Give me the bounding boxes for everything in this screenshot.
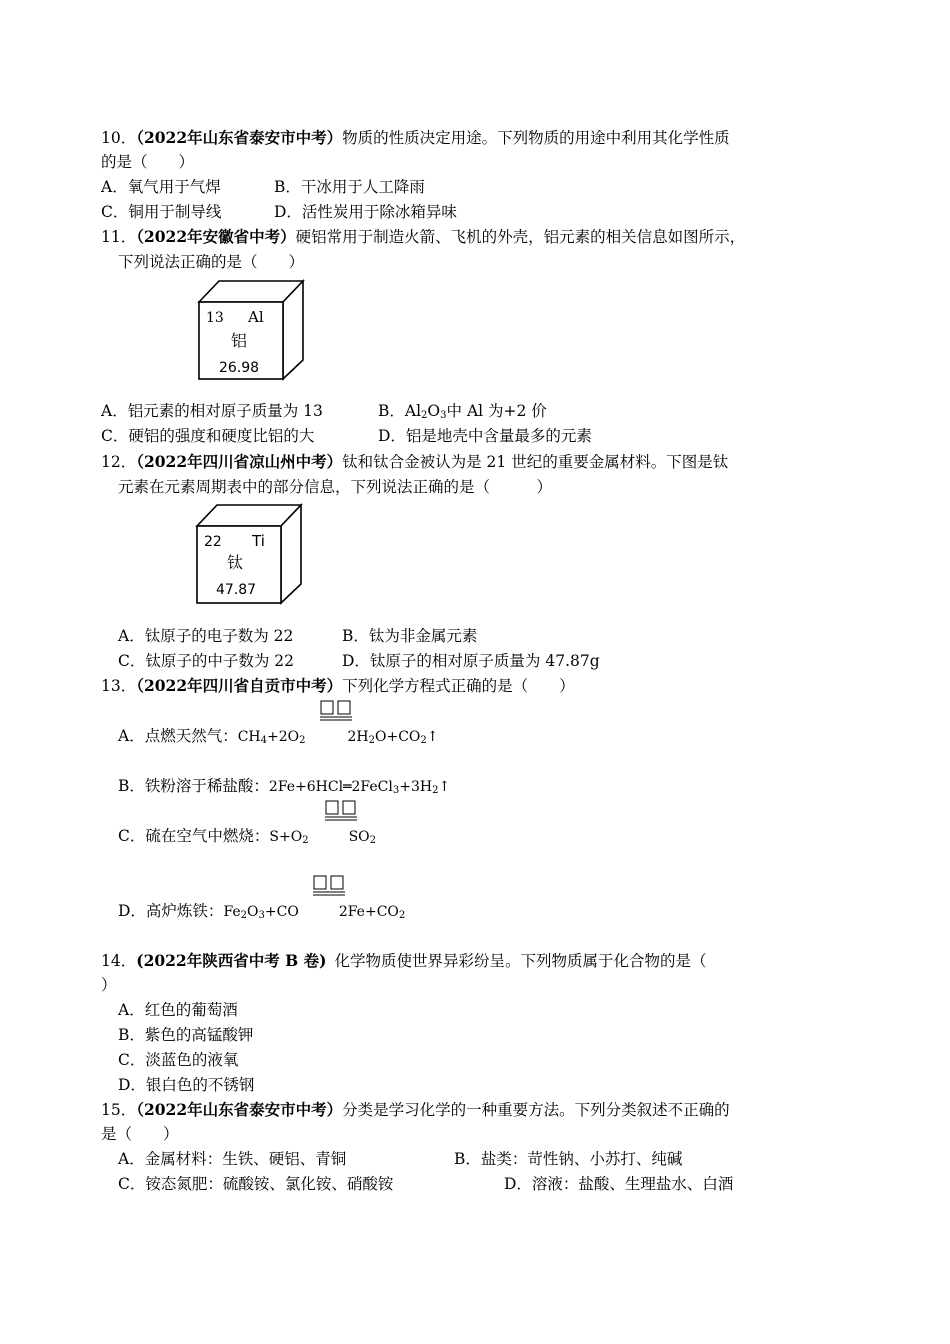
equation-d-products: $2Fe+CO_2$	[338, 904, 406, 921]
reaction-condition-icon	[325, 800, 357, 822]
q11-stem: 硬铝常用于制造火箭、飞机的外壳，铝元素的相关信息如图所示，	[295, 228, 746, 246]
q15-source: （2022年山东省泰安市中考）	[136, 1100, 343, 1119]
subscript-3: 3	[440, 410, 447, 421]
al-name: 铝	[231, 331, 248, 350]
q13-source: （2022年四川省自贡市中考）	[136, 676, 343, 695]
q14-option-a: A．红色的葡萄酒	[118, 1001, 238, 1019]
q15-stem-line1	[101, 1100, 730, 1120]
q10-stem-line2: 的是（ ）	[101, 153, 195, 171]
q14-stem-line1	[101, 951, 706, 971]
equation-c-products: $SO_2$	[348, 829, 377, 846]
q15-option-c: C．铵态氮肥：硫酸铵、氯化铵、硝酸铵	[118, 1175, 394, 1193]
q13-number: 13．	[101, 677, 137, 695]
aluminum-element-card	[196, 278, 308, 382]
q13-option-d-label: D．高炉炼铁：	[118, 902, 224, 920]
q14-stem-line2: ）	[101, 976, 117, 994]
al-symbol: Al	[248, 308, 264, 326]
q14-option-d: D．银白色的不锈钢	[118, 1076, 255, 1094]
q15-option-a: A．金属材料：生铁、硬铝、青铜	[118, 1150, 347, 1168]
q15-stem-line2: 是（ ）	[101, 1125, 179, 1143]
q12-option-b: B．钛为非金属元素	[342, 627, 478, 645]
ti-symbol: Ti	[252, 532, 265, 550]
q13-option-b-label: B．铁粉溶于稀盐酸：	[118, 777, 269, 795]
q12-stem-line1	[101, 452, 728, 472]
q12-option-c: C．钛原子的中子数为 22	[118, 652, 295, 670]
q11-option-a: A．铝元素的相对原子质量为 13	[101, 402, 323, 420]
q10-option-a: A．氧气用于气焊	[101, 178, 221, 196]
q13-option-c-label: C．硫在空气中燃烧：	[118, 827, 270, 845]
q13-option-a	[118, 726, 439, 747]
q12-number: 12．	[101, 453, 137, 471]
q14-stem: 化学物质使世界异彩纷呈。下列物质属于化合物的是（	[334, 952, 707, 970]
q11-option-b-prefix: B．Al	[378, 402, 422, 420]
q12-option-a: A．钛原子的电子数为 22	[118, 627, 294, 645]
q12-stem-line2: 元素在元素周期表中的部分信息，下列说法正确的是（ ）	[118, 478, 553, 496]
ti-atomic-mass: 47.87	[216, 582, 257, 598]
q11-option-d: D．铝是地壳中含量最多的元素	[378, 427, 592, 445]
equation-a-reactants: $CH_4+2O_2$	[237, 729, 306, 746]
q10-source: （2022年山东省泰安市中考）	[136, 128, 343, 147]
q14-option-c: C．淡蓝色的液氧	[118, 1051, 239, 1069]
q10-stem: 物质的性质决定用途。下列物质的用途中利用其化学性质	[342, 129, 730, 147]
equation-b: $2Fe+6HCl═2FeCl_3+3H_2↑$	[268, 779, 451, 796]
q11-option-b	[378, 401, 547, 421]
equation-c-reactants: $S+O_2$	[269, 829, 309, 846]
al-atomic-mass: 26.98	[219, 360, 260, 376]
q15-stem: 分类是学习化学的一种重要方法。下列分类叙述不正确的	[342, 1101, 730, 1119]
q15-option-d: D．溶液：盐酸、生理盐水、白酒	[504, 1175, 734, 1193]
q13-option-c	[118, 826, 376, 847]
q13-stem-line	[101, 676, 575, 696]
q13-stem: 下列化学方程式正确的是（ ）	[342, 677, 575, 695]
q10-option-b: B．干冰用于人工降雨	[274, 178, 425, 196]
ti-name: 钛	[227, 553, 244, 572]
q11-stem-line1	[101, 227, 745, 247]
q12-source: （2022年四川省凉山州中考）	[136, 452, 343, 471]
q15-number: 15．	[101, 1101, 137, 1119]
q14-number: 14．	[101, 952, 137, 970]
q15-option-b: B．盐类：苛性钠、小苏打、纯碱	[454, 1150, 683, 1168]
reaction-condition-icon	[320, 700, 352, 722]
ti-atomic-number: 22	[204, 534, 222, 550]
equation-d-reactants: $Fe_2O_3+CO$	[223, 904, 299, 921]
al-atomic-number: 13	[206, 310, 224, 326]
reaction-condition-icon	[313, 875, 345, 897]
q11-option-b-suffix: 中 Al 为+2 价	[446, 402, 547, 420]
q10-option-d: D．活性炭用于除冰箱异味	[274, 203, 457, 221]
q14-option-b: B．紫色的高锰酸钾	[118, 1026, 254, 1044]
q13-option-d	[118, 901, 405, 922]
q13-option-b	[118, 776, 450, 797]
q14-source: (2022年陕西省中考 B 卷)	[136, 951, 327, 970]
q12-stem: 钛和钛合金被认为是 21 世纪的重要金属材料。下图是钛	[342, 453, 729, 471]
equation-a-products: $2H_2O+CO_2↑$	[347, 729, 439, 746]
q11-stem-line2: 下列说法正确的是（ ）	[118, 253, 305, 271]
q12-option-d: D．钛原子的相对原子质量为 47.87g	[342, 652, 600, 670]
q11-source: （2022年安徽省中考）	[136, 227, 296, 246]
q11-number: 11．	[101, 228, 137, 246]
q10-stem-line1	[101, 128, 730, 148]
q10-option-c: C．铜用于制导线	[101, 203, 222, 221]
q11-option-b-o: O	[427, 402, 441, 420]
q10-number: 10．	[101, 129, 137, 147]
q13-option-a-label: A．点燃天然气：	[118, 727, 238, 745]
q11-option-c: C．硬铝的强度和硬度比铝的大	[101, 427, 315, 445]
subscript-2: 2	[421, 410, 428, 421]
titanium-element-card	[194, 502, 306, 606]
